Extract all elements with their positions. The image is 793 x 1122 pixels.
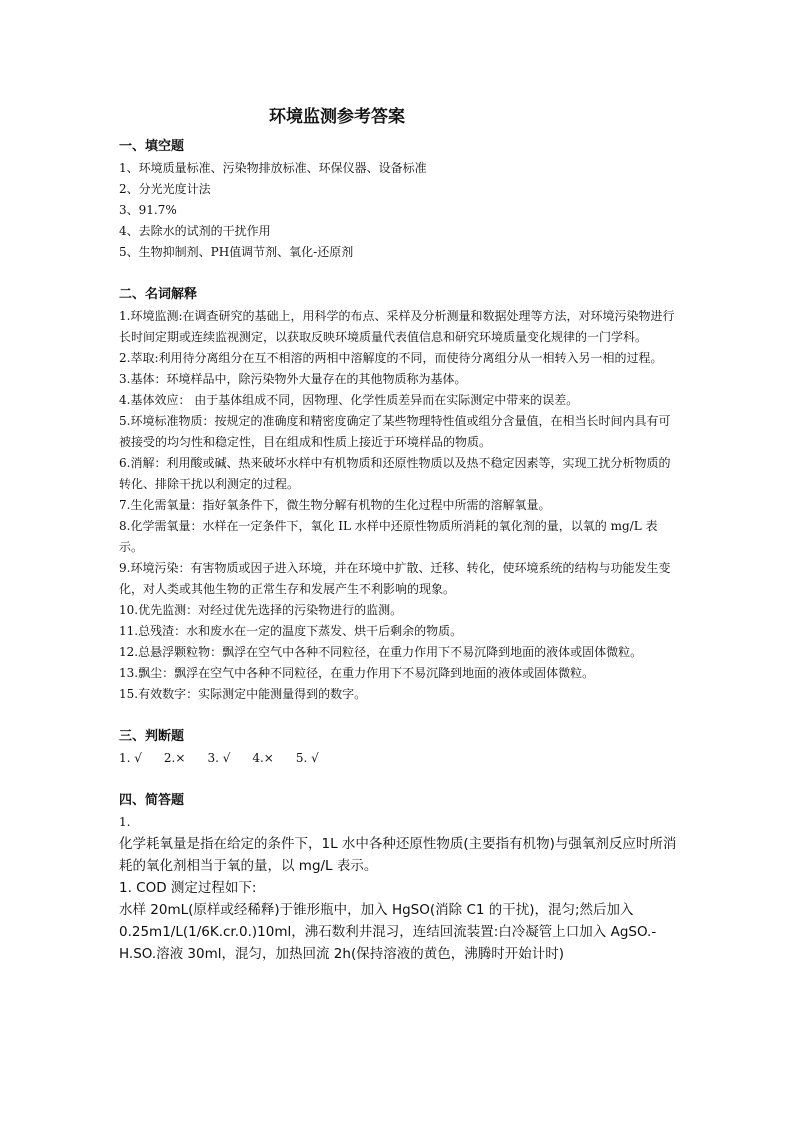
spacer — [119, 769, 679, 790]
spacer — [119, 705, 679, 726]
question-number: 1. — [119, 815, 131, 829]
section-heading-short-answer: 四、简答题 — [119, 793, 185, 808]
term-item: 10.优先监测：对经过优先选择的污染物进行的监测。 — [119, 603, 403, 617]
term-item: 9.环境污染：有害物质或因子进入环境，并在环境中扩散、迁移、转化，使环境系统的结构与功能发生变化，对人类或其他生物的正常生存和发展产生不利影响的现象。 — [119, 561, 671, 596]
short-answer-paragraph: 化学耗氧量是指在给定的条件下，1L 水中各种还原性物质(主要指有机物)与强氧剂反应时所消耗的氧化剂相当于氧的量，以 mg/L 表示。 — [119, 836, 677, 874]
tf-answer: 1. √ — [119, 751, 142, 765]
answer-item: 2、分光光度计法 — [119, 182, 211, 196]
short-answer-paragraph: 1. COD 测定过程如下: — [119, 880, 257, 896]
page-title: 环境监测参考答案 — [269, 107, 405, 127]
short-answer-paragraph: 水样 20mL(原样或经稀释)于锥形瓶中，加入 HgSO(消除 C1 的干扰)，混匀;然后加入 0.25m1/L(1/6K.cr.0.)10ml，沸石数利井混习，连结回流装置:白冷凝管上口加入 AgSO.-H.SO.溶液 30ml，混匀，加热回流 2h(保持溶液的黄色，沸腾时开始计时) — [119, 902, 657, 962]
true-false-answers — [119, 748, 679, 769]
tf-answer: 2.× — [163, 751, 186, 765]
section-heading-true-false: 三、判断题 — [119, 729, 185, 744]
section-true-false — [119, 726, 679, 769]
term-item: 2.萃取:利用待分离组分在互不相溶的两相中溶解度的不同，而使待分离组分从一相转入另一相的过程。 — [119, 351, 663, 365]
tf-answer: 5. √ — [295, 751, 319, 765]
section-heading-fill-in: 一、填空题 — [119, 139, 185, 154]
term-item: 7.生化需氧量：指好氧条件下，微生物分解有机物的生化过程中所需的溶解氧量。 — [119, 498, 551, 512]
term-item: 13.飘尘：飘浮在空气中各种不同粒径，在重力作用下不易沉降到地面的液体或固体微粒。 — [119, 666, 595, 680]
answer-item: 3、91.7% — [119, 203, 177, 217]
term-item: 4.基体效应： 由于基体组成不同，因物理、化学性质差异而在实际测定中带来的误差。 — [119, 393, 579, 407]
answer-item: 5、生物抑制剂、PH值调节剂、氧化-还原剂 — [119, 245, 354, 259]
term-item: 1.环境监测:在调查研究的基础上，用科学的布点、采样及分析测量和数据处理等方法，对环境污染物进行长时间定期或连续监视测定，以获取反映环境质量代表值信息和研究环境质量变化规律的一门学科。 — [119, 309, 675, 344]
section-fill-in — [119, 136, 679, 263]
term-item: 6.消解：利用酸或碱、热来破坏水样中有机物质和还原性物质以及热不稳定因素等，实现工扰分析物质的转化、排除干扰以利测定的过程。 — [119, 456, 671, 491]
tf-answer: 3. √ — [207, 751, 231, 765]
answer-item: 4、去除水的试剂的干扰作用 — [119, 224, 271, 238]
term-item: 3.基体：环境样品中，除污染物外大量存在的其他物质称为基体。 — [119, 372, 467, 386]
spacer — [119, 263, 679, 284]
term-item: 15.有效数字：实际测定中能测量得到的数字。 — [119, 687, 367, 701]
term-item: 12.总悬浮颗粒物：飘浮在空气中各种不同粒径，在重力作用下不易沉降到地面的液体或固体微粒。 — [119, 645, 643, 659]
tf-answer: 4.× — [252, 751, 274, 765]
section-short-answer — [119, 790, 679, 965]
term-item: 5.环境标准物质：按规定的准确度和精密度确定了某些物理特性值或组分含量值，在相当长时间内具有可被接受的均匀性和稳定性，目在组成和性质上接近于环境样品的物质。 — [119, 414, 671, 449]
term-item: 11.总残渣：水和废水在一定的温度下蒸发、烘干后剩余的物质。 — [119, 624, 463, 638]
section-heading-terms: 二、名词解释 — [119, 287, 198, 302]
section-terms — [119, 284, 679, 705]
term-item: 8.化学需氧量：水样在一定条件下，氧化 IL 水样中还原性物质所消耗的氧化剂的量，以氧的 mg/L 表示。 — [119, 519, 658, 554]
answer-item: 1、环境质量标准、污染物排放标准、环保仪器、设备标准 — [119, 161, 427, 175]
document-page — [119, 104, 679, 965]
